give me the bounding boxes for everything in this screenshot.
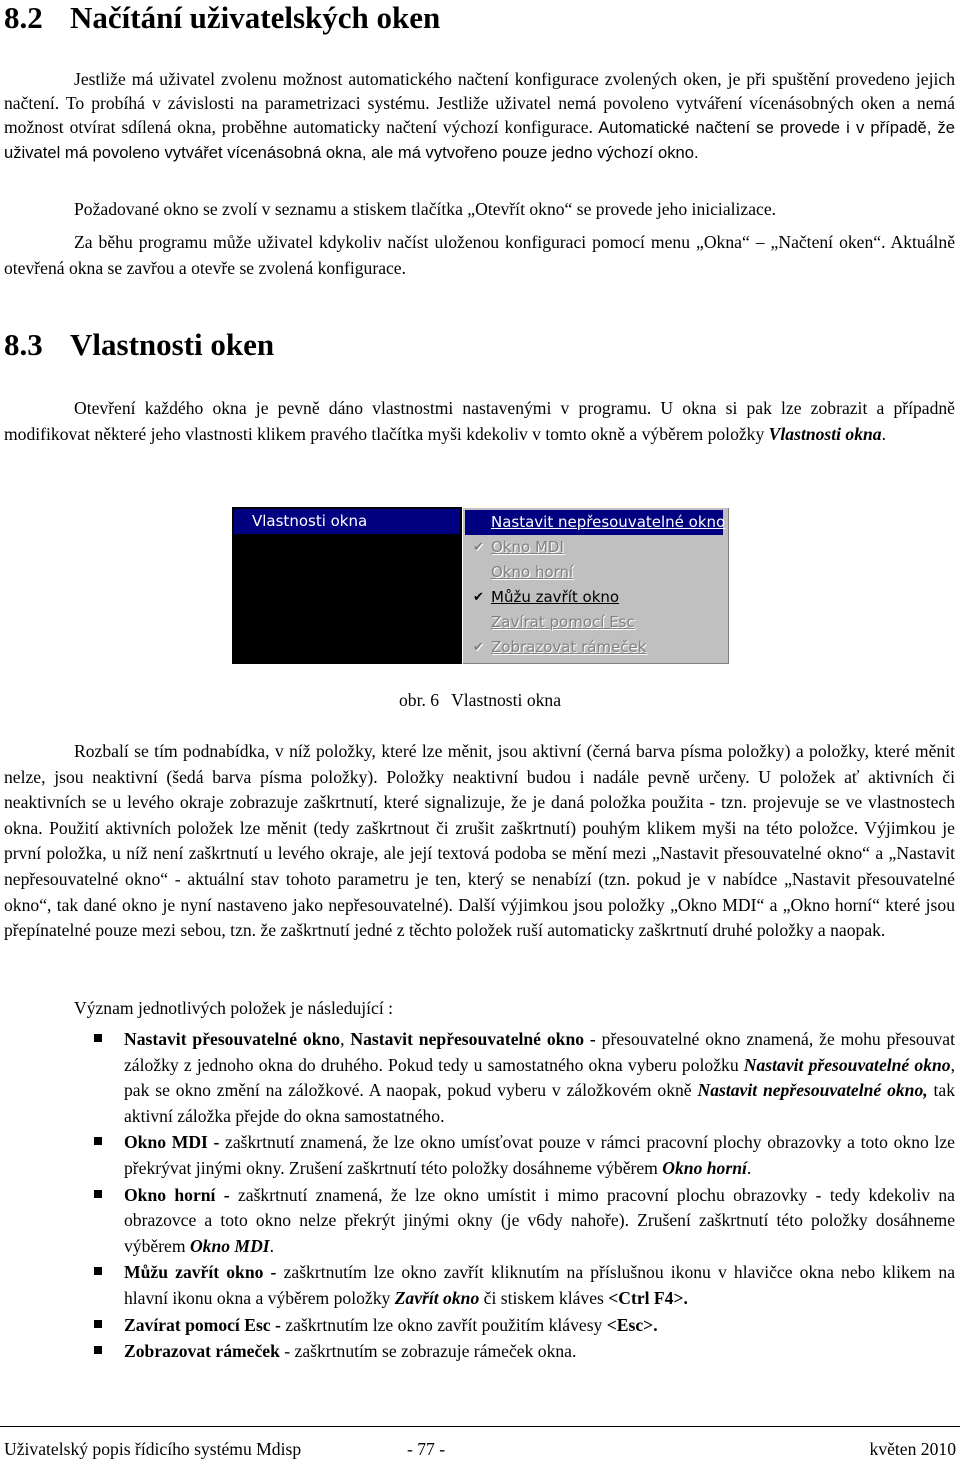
footer-document-title: Uživatelský popis řídicího systému Mdisp [4, 1439, 302, 1459]
item-text: zaškrtnutím lze okno zavřít kliknutím na příslušnou ikonu v hlavičce okna nebo klikem na hlavní ikonu okna a výběrem položky [124, 1262, 955, 1308]
figure-caption [0, 688, 960, 712]
bullet-icon [94, 1267, 102, 1275]
bullet-icon [94, 1320, 102, 1328]
properties-submenu [462, 507, 729, 664]
list-item [0, 1130, 960, 1181]
footer-date: květen 2010 [869, 1439, 956, 1459]
item-text: , pak se okno změní na záložkové. A naopak, pokud vyberu v záložkovém okně [124, 1054, 955, 1101]
list-item [0, 1313, 960, 1339]
item-key: <Ctrl F4>. [608, 1287, 688, 1308]
section-heading-8-2 [4, 0, 440, 36]
bullet-icon [94, 1137, 102, 1145]
item-key: <Esc>. [606, 1314, 658, 1335]
submenu-item [465, 610, 723, 635]
item-title: Nastavit přesouvatelné okno [124, 1029, 341, 1049]
list-item [0, 1260, 960, 1311]
item-emphasis: Nastavit přesouvatelné okno [743, 1054, 951, 1075]
paragraph-items-intro: Význam jednotlivých položek je následující : [74, 998, 394, 1018]
item-title: Okno horní - [124, 1184, 230, 1205]
item-text: tak aktivní záložka přejde do okna samostatného. [124, 1080, 956, 1126]
menu-item-vlastnosti-okna[interactable]: Vlastnosti okna [234, 509, 460, 534]
item-text: přesouvatelné okno znamená, že mohu přesouvat záložky z jednoho okna do druhého. Pokud tedy u samostatného okna vyberu položku [124, 1029, 956, 1075]
paragraph-submenu-description: Rozbalí se tím podnabídka, v níž položky, které lze měnit, jsou aktivní (černá barva písma položky) a položky, které měnit nelze, jsou neaktivní (šedá barva písma položky). Položky neaktivní budou i nadále pevně určeny. U položek ať aktivních či neaktivních se u levého okraje zobrazuje zaškrtnutí, které signalizuje, že je daná položka použita - tzn. projevuje se ve vlastnostech okna. Použití aktivních položek lze měnit (tedy zaškrtnout či zrušit zaškrtnutí) pouhým klikem myši na této položce. Výjimkou je první položka, u níž není zaškrtnutí u levého okraje, ale její textová podoba se mění mezi „Nastavit přesouvatelné okno“ a „Nastavit nepřesouvatelné okno“ - aktuální stav tohoto parametru je ten, který se nenabízí (tzn. pokud je v nabídce „Nastavit přesouvatelné okno“, tak dané okno je nyní nastaveno jako nepřesouvatelné). Další výjimkou jsou položky „Okno MDI“ a „Okno horní“ které jsou přepínatelné pouze mezi sebou, tzn. že zaškrtnutí jedné z těchto položek ruší automaticky zaškrtnutí druhé položky a naopak. [4, 741, 955, 941]
submenu-item [465, 635, 723, 660]
submenu-item-label: Zavírat pomocí Esc [491, 613, 635, 631]
paragraph-autoload [4, 67, 955, 165]
checkmark-icon: ✔ [473, 590, 484, 605]
list-item [0, 1339, 960, 1365]
list-item [0, 1183, 960, 1260]
section-title: Vlastnosti oken [70, 327, 275, 362]
item-text: - zaškrtnutím se zobrazuje rámeček okna. [279, 1341, 577, 1362]
submenu-item-label: Okno horní [491, 563, 574, 581]
paragraph-open-window: Požadované okno se zvolí v seznamu a stiskem tlačítka „Otevřít okno“ se provede jeho inicializace. [74, 199, 777, 219]
bullet-icon [94, 1034, 102, 1042]
submenu-item [465, 560, 723, 585]
context-menu-screenshot [232, 507, 729, 664]
item-title: Okno MDI - [124, 1132, 220, 1153]
paragraph-text-end: . [881, 423, 887, 444]
page-footer [0, 1426, 960, 1464]
caption-number: 6 [430, 690, 440, 710]
item-title: Můžu zavřít okno - [124, 1262, 277, 1283]
item-text: . [269, 1235, 275, 1256]
item-text: či stiskem kláves [479, 1287, 609, 1308]
section-number: 8.2 [4, 0, 43, 35]
item-emphasis: Zavřít okno [394, 1287, 480, 1308]
item-title-2: Nastavit nepřesouvatelné okno - [350, 1029, 596, 1049]
checkmark-icon: ✔ [473, 540, 484, 555]
submenu-item-label: Zobrazovat rámeček [491, 638, 647, 656]
submenu-item-label: Okno MDI [491, 538, 564, 556]
section-title: Načítání uživatelských oken [70, 0, 441, 35]
caption-text: Vlastnosti okna [451, 690, 562, 710]
caption-prefix: obr. [398, 690, 426, 710]
item-text: zaškrtnutím lze okno zavřít použitím klávesy [280, 1314, 607, 1335]
item-emphasis: Okno MDI [189, 1235, 270, 1256]
item-text: , [340, 1029, 351, 1049]
footer-page-number: - 77 - [407, 1439, 446, 1459]
paragraph-autoload-text: Jestliže má uživatel zvolenu možnost automatického načtení konfigurace zvolených oken, je při spuštění provedeno jejich načtení. To probíhá v závislosti na parametrizaci systému. Jestliže uživatel nemá povoleno vytváření vícenásobných oken a nemá možnost otvírat sdílená okna, proběhne automaticky načtení výchozí konfigurace. [4, 69, 955, 137]
paragraph-load-menu: Za běhu programu může uživatel kdykoliv načíst uloženou konfiguraci pomocí menu „Okna“ – „Načtení oken“. Aktuálně otevřená okna se zavřou a otevře se zvolená konfigurace. [4, 232, 955, 278]
item-emphasis: Nastavit nepřesouvatelné okno, [697, 1080, 928, 1101]
submenu-item-label: Můžu zavřít okno [491, 588, 620, 606]
checkmark-icon: ✔ [473, 640, 484, 655]
submenu-item[interactable] [465, 510, 726, 535]
list-item [0, 1027, 960, 1129]
item-text: zaškrtnutí znamená, že lze okno umístit i mimo pracovní plochu obrazovky - tedy kdekoliv na obrazovce a toto okno nelze překrýt jinými okny (je v6dy nahoře). Zrušení zaškrtnutí této položky dosáhneme výběrem [124, 1184, 955, 1256]
bullet-icon [94, 1190, 102, 1198]
submenu-item-label: Nastavit nepřesouvatelné okno [491, 513, 726, 531]
paragraph-window-properties [4, 396, 955, 447]
paragraph-autoload-text-2: Automatické načtení se provede i v případě, že uživatel má povoleno vytvářet vícenásobná okna, ale má vytvořeno pouze jedno výchozí okno. [4, 118, 955, 162]
item-title: Zavírat pomocí Esc - [124, 1314, 281, 1335]
section-heading-8-3 [4, 327, 274, 363]
item-text: zaškrtnutí znamená, že lze okno umísťovat pouze v rámci pracovní plochy obrazovky a toto okno lze překrývat jinými okny. Zrušení zaškrtnutí této položky dosáhneme výběrem [124, 1132, 955, 1178]
submenu-item[interactable] [465, 585, 723, 610]
emphasis-vlastnosti-okna: Vlastnosti okna [768, 423, 882, 444]
item-text: . [746, 1157, 752, 1178]
submenu-item [465, 535, 723, 560]
item-emphasis: Okno horní [662, 1157, 747, 1178]
items-list [0, 1027, 960, 1365]
paragraph-text: Otevření každého okna je pevně dáno vlastnostmi nastavenými v programu. U okna si pak lze zobrazit a případně modifikovat některé jeho vlastnosti klikem pravého tlačítka myši kdekoliv v tomto okně a výběrem položky [4, 398, 955, 444]
bullet-icon [94, 1346, 102, 1354]
section-number: 8.3 [4, 327, 43, 362]
item-title: Zobrazovat rámeček [124, 1341, 280, 1362]
